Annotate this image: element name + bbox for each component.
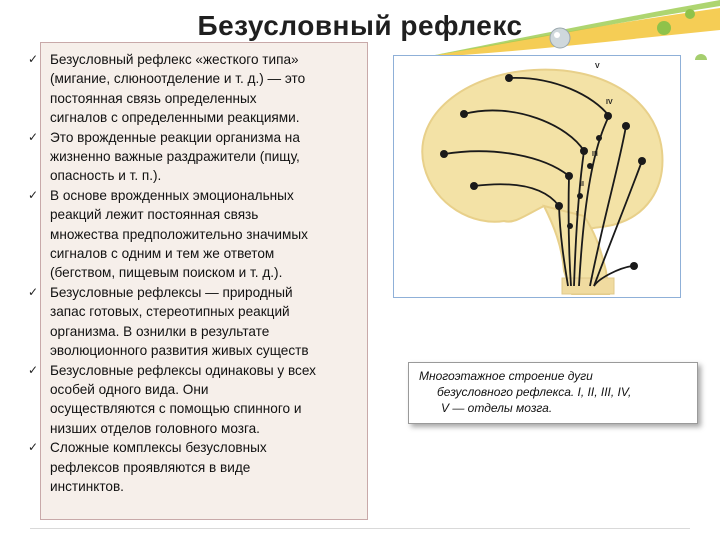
caption-line: безусловного рефлекса. I, II, III, IV, (437, 385, 632, 399)
bullet-list (26, 50, 362, 496)
caption-line: V — отделы мозга. (441, 401, 553, 415)
label-section-iii: III (592, 151, 598, 158)
check-icon: ✓ (27, 52, 39, 66)
bullet-item: ✓ В основе врожденных эмоциональных реакций лежит постоянная связь множества предположительно значимых сигналов с одним и тем же ответом (бегством, пищевым поиском и т. д.). (27, 187, 308, 281)
caption-line: Многоэтажное строение дуги (419, 369, 593, 383)
check-icon: ✓ (27, 187, 39, 202)
divider (30, 528, 690, 529)
brain-hemisphere (422, 70, 662, 231)
bullet-item: ✓ Безусловные рефлексы одинаковы у всех особей одного вида. Они осуществляются с помощью спинного и низших отделов головного мозга. (27, 362, 316, 436)
bullet-item: ✓ Сложные комплексы безусловных рефлексов проявляются в виде инстинктов. (27, 440, 267, 494)
brain-figure (393, 55, 681, 298)
figure-caption (408, 362, 698, 424)
check-icon: ✓ (27, 440, 39, 455)
brain-reflex-arc-illustration (394, 56, 679, 296)
bullet-item: ✓ Безусловный рефлекс «жесткого типа» (мигание, слюноотделение и т. д.) — это постоянная связь определенных сигналов с определенными реакциями. (27, 52, 306, 126)
label-section-i: I (576, 211, 578, 218)
label-section-ii: II (580, 181, 584, 188)
bullet-item: ✓ Это врожденные реакции организма на жизненно важные раздражители (пищу, опасность и т. п.). (27, 129, 300, 184)
slide-title: Безусловный рефлекс (197, 10, 523, 41)
check-icon: ✓ (27, 362, 39, 377)
label-section-v: V (595, 63, 600, 70)
label-section-iv: IV (606, 99, 613, 106)
check-icon: ✓ (27, 129, 39, 144)
check-icon: ✓ (27, 284, 39, 299)
bullet-item: ✓ Безусловные рефлексы — природный запас готовых, стереотипных реакций организма. В ознилки в результате эволюционного развития живых существ (27, 284, 309, 359)
